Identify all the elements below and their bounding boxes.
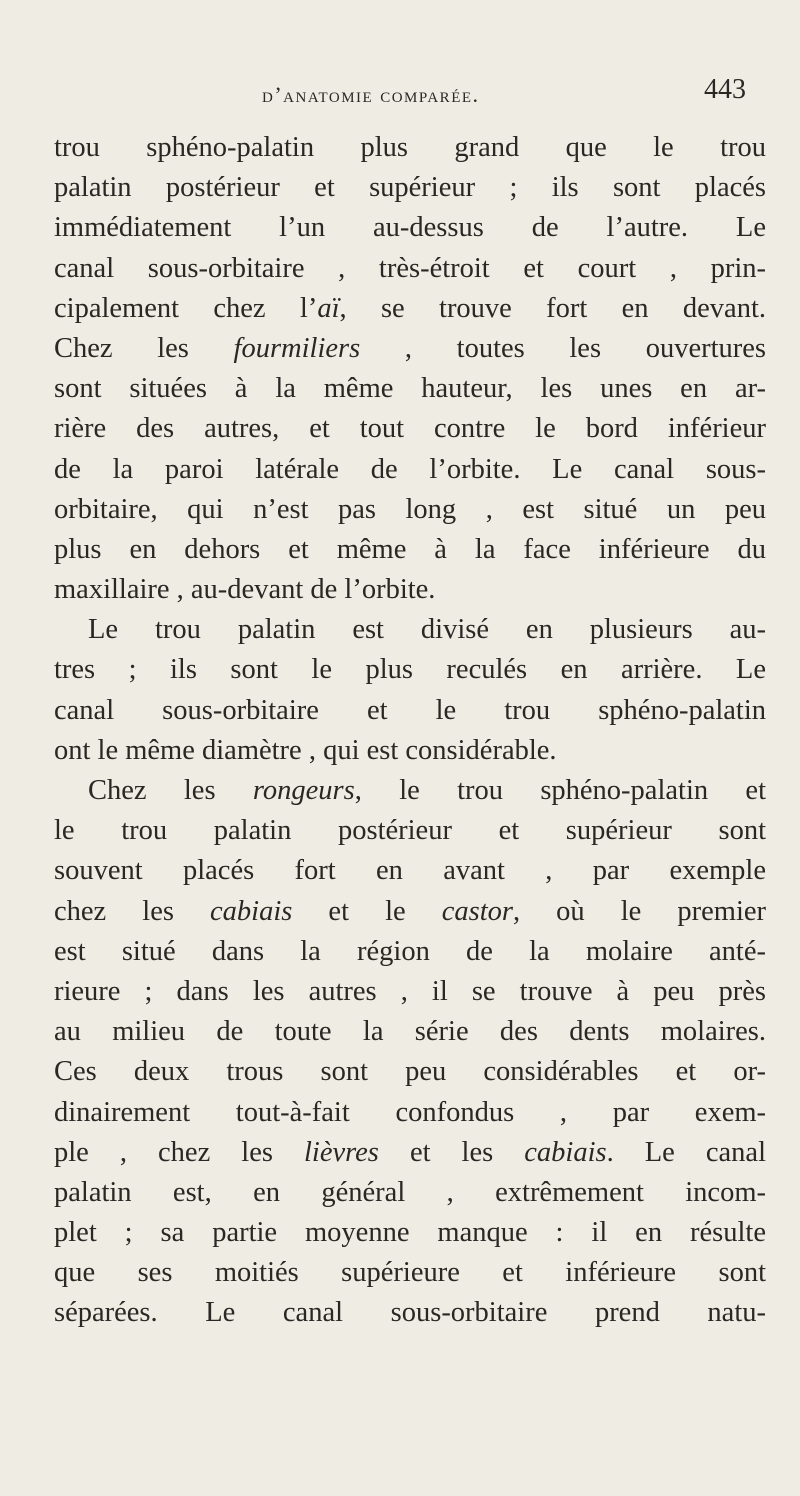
- text-segment: que ses moitiés supérieure et inférieure sont: [54, 1257, 766, 1289]
- text-line: [54, 811, 766, 851]
- text-line: [54, 610, 766, 650]
- text-segment: et le: [292, 895, 442, 927]
- italic-term: cabiais: [210, 895, 293, 927]
- text-line: [54, 1293, 766, 1333]
- text-line: [54, 409, 766, 449]
- text-line: [54, 289, 766, 329]
- text-segment: dinairement tout-à-fait confondus , par exem-: [54, 1096, 766, 1128]
- text-segment: maxillaire , au-devant de l’orbite.: [54, 574, 436, 606]
- text-line: [54, 650, 766, 690]
- text-segment: palatin postérieur et supérieur ; ils sont placés: [54, 172, 766, 204]
- text-segment: cipalement chez l’: [54, 292, 318, 324]
- text-segment: canal sous-orbitaire et le trou sphéno-palatin: [54, 694, 766, 726]
- text-segment: tres ; ils sont le plus reculés en arrière. Le: [54, 654, 766, 686]
- text-segment: Le trou palatin est divisé en plusieurs au-: [88, 614, 766, 646]
- text-line: [54, 1012, 766, 1052]
- text-segment: Chez les: [54, 332, 234, 364]
- text-line: [54, 329, 766, 369]
- text-line: [54, 450, 766, 490]
- text-line: [54, 1133, 766, 1173]
- text-line: [54, 1052, 766, 1092]
- text-segment: rière des autres, et tout contre le bord inférieur: [54, 413, 766, 445]
- text-segment: , où le premier: [512, 895, 766, 927]
- page-number: 443: [704, 74, 746, 105]
- text-line: [54, 892, 766, 932]
- text-line: [54, 490, 766, 530]
- text-segment: , le trou sphéno-palatin et: [354, 775, 766, 806]
- text-segment: plet ; sa partie moyenne manque : il en résulte: [54, 1217, 766, 1249]
- text-segment: et les: [378, 1136, 525, 1168]
- italic-term: cabiais: [524, 1136, 607, 1168]
- italic-term: castor: [441, 895, 513, 927]
- text-segment: palatin est, en général , extrêmement incom-: [54, 1176, 766, 1208]
- text-line: [54, 691, 766, 731]
- text-segment: plus en dehors et même à la face inférieure du: [54, 533, 766, 565]
- text-segment: sont situées à la même hauteur, les unes en ar-: [54, 373, 766, 405]
- running-head: [0, 66, 800, 106]
- text-line: [54, 1253, 766, 1293]
- text-line: [54, 972, 766, 1012]
- text-segment: , toutes les ouvertures: [360, 332, 766, 364]
- text-segment: Ces deux trous sont peu considérables et or-: [54, 1056, 766, 1088]
- text-segment: , se trouve fort en devant.: [339, 292, 766, 324]
- text-segment: immédiatement l’un au-dessus de l’autre. Le: [54, 212, 766, 244]
- running-title: d’anatomie comparée.: [262, 82, 480, 107]
- text-segment: ple , chez les: [54, 1136, 304, 1168]
- text-segment: le trou palatin postérieur et supérieur sont: [54, 815, 766, 847]
- text-segment: séparées. Le canal sous-orbitaire prend natu-: [54, 1297, 766, 1329]
- text-line: [54, 851, 766, 891]
- text-line: [54, 369, 766, 409]
- text-segment: est situé dans la région de la molaire anté-: [54, 935, 766, 967]
- text-line: [54, 771, 766, 811]
- text-line: [54, 249, 766, 289]
- text-line: [54, 731, 766, 771]
- text-segment: de la paroi latérale de l’orbite. Le canal sous-: [54, 453, 766, 485]
- text-line: [54, 530, 766, 570]
- text-line: [54, 128, 766, 168]
- text-segment: au milieu de toute la série des dents molaires.: [54, 1016, 766, 1048]
- text-line: [54, 1173, 766, 1213]
- text-line: [54, 932, 766, 972]
- italic-term: fourmiliers: [233, 332, 361, 364]
- text-segment: ont le même diamètre , qui est considérable.: [54, 734, 557, 766]
- text-segment: rieure ; dans les autres , il se trouve à peu près: [54, 975, 766, 1007]
- text-line: [54, 208, 766, 248]
- text-segment: . Le canal: [606, 1136, 766, 1168]
- text-line: [54, 570, 766, 610]
- italic-term: aï: [317, 292, 340, 324]
- text-line: [54, 1213, 766, 1253]
- italic-term: lièvres: [303, 1136, 379, 1168]
- text-segment: souvent placés fort en avant , par exemple: [54, 855, 766, 887]
- italic-term: rongeurs: [252, 775, 355, 806]
- text-segment: chez les: [54, 895, 211, 927]
- text-line: [54, 1093, 766, 1133]
- text-segment: Chez les: [88, 775, 253, 806]
- text-segment: trou sphéno-palatin plus grand que le trou: [54, 132, 766, 163]
- text-segment: orbitaire, qui n’est pas long , est situé un peu: [54, 493, 766, 525]
- text-line: [54, 168, 766, 208]
- text-segment: canal sous-orbitaire , très-étroit et court , prin-: [54, 252, 766, 284]
- body-text: [54, 128, 766, 1334]
